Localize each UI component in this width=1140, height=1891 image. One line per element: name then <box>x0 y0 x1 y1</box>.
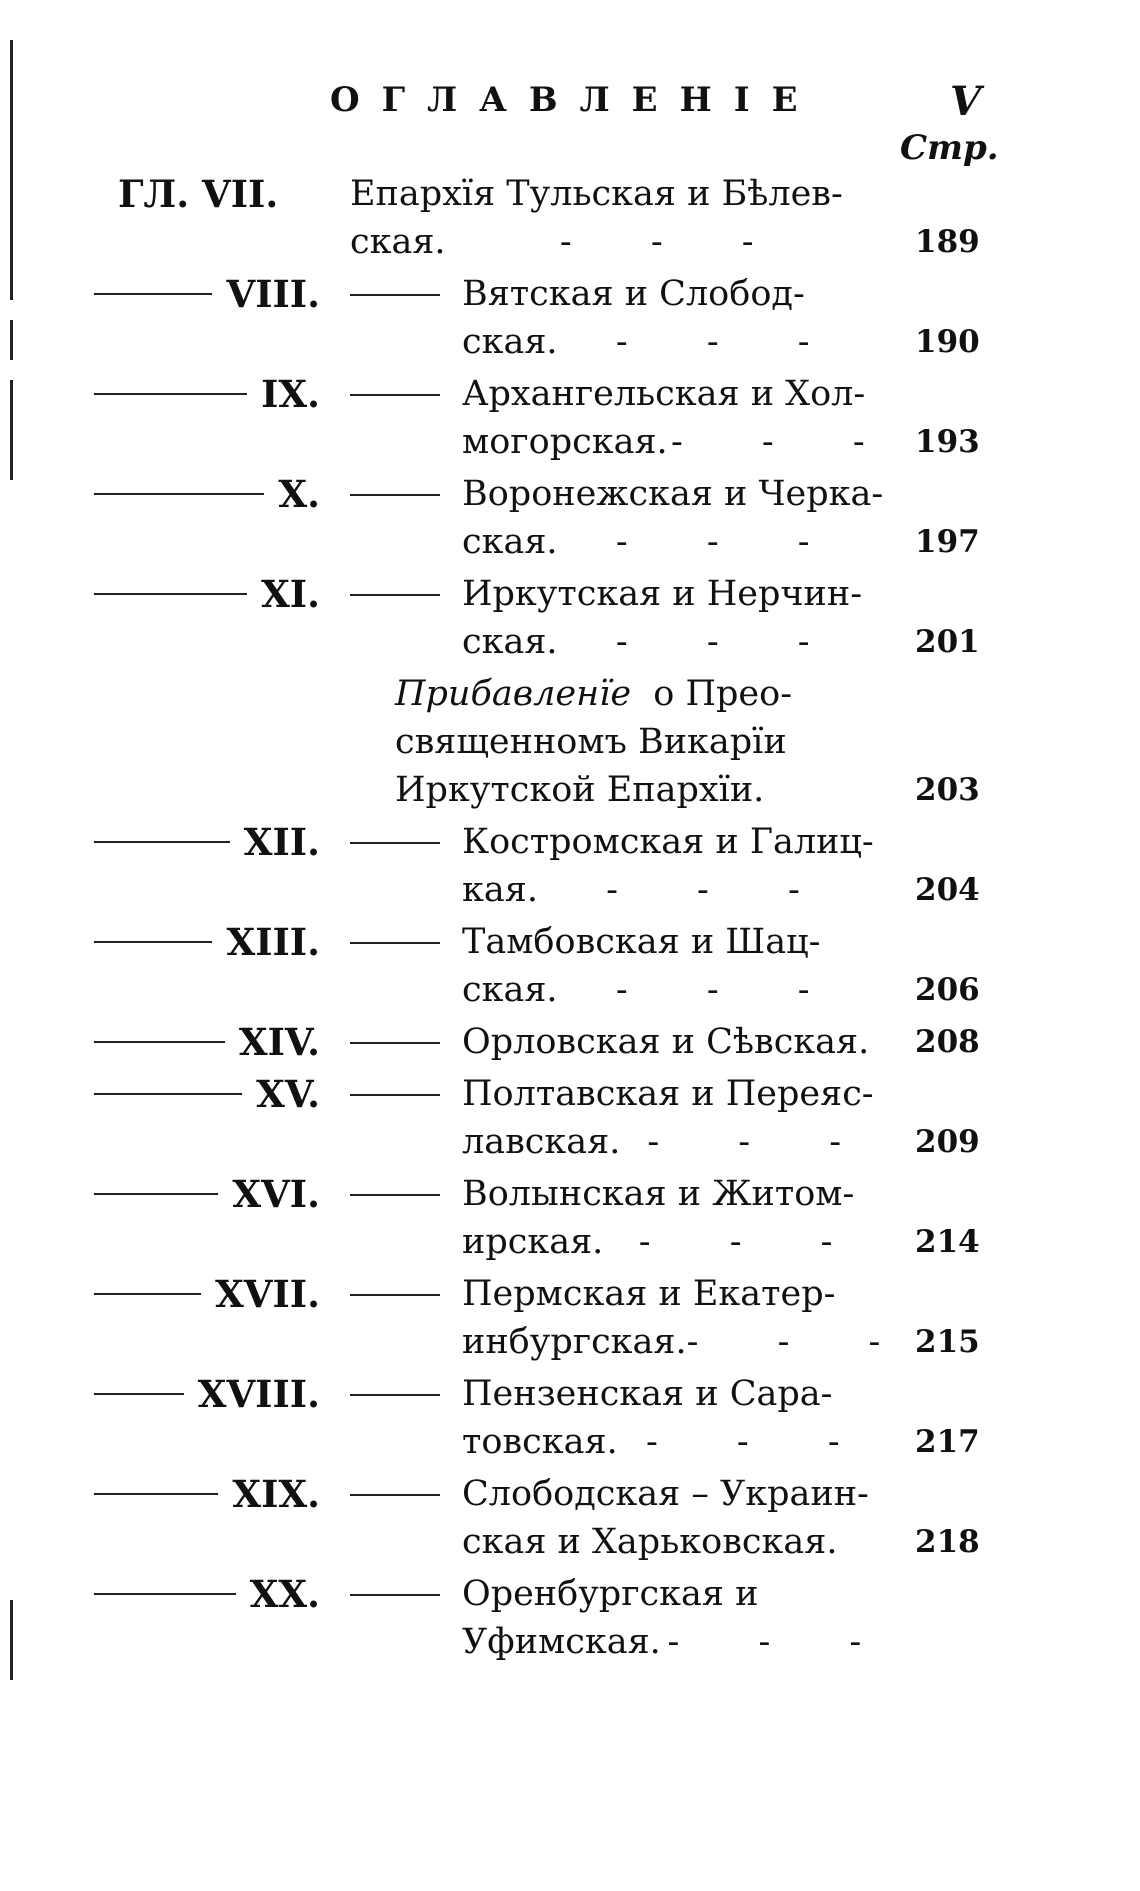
entry-title-line <box>462 1118 902 1166</box>
entry-title-text: Епархїя Тульская и Бѣлев- <box>350 174 843 214</box>
entry-title-text: могорская. <box>462 422 668 462</box>
entry-title-text: лавская. <box>462 1122 621 1162</box>
entry-page-number: 206 <box>915 972 980 1008</box>
entry-title-line <box>462 1570 902 1618</box>
dot-leader: - - - <box>615 522 844 562</box>
entry-title-text: Тамбовская и Шац- <box>462 922 821 962</box>
chapter-number <box>90 918 320 966</box>
entry-title <box>462 1018 902 1066</box>
chapter-number <box>90 1570 320 1618</box>
entry-page-number: 204 <box>915 872 980 908</box>
entry-title-text: ская. <box>462 970 558 1010</box>
ditto-dash <box>94 1293 201 1295</box>
chapter-number <box>118 170 348 218</box>
dot-leader: - - - <box>559 222 788 262</box>
chapter-label: XII. <box>243 820 320 864</box>
page-title: ОГЛАВЛЕНІЕ <box>330 80 820 120</box>
entry-title-line <box>462 966 902 1014</box>
dot-leader: - - - <box>647 1122 876 1162</box>
entry-page-number: 217 <box>915 1424 980 1460</box>
entry-title <box>462 270 902 366</box>
entry-title-text: Архангельская и Хол- <box>462 374 866 414</box>
entry-title-line <box>462 818 902 866</box>
toc-entry <box>0 1470 1140 1566</box>
chapter-number <box>90 470 320 518</box>
entry-title <box>462 918 902 1014</box>
entry-title-line <box>462 866 902 914</box>
chapter-label: XVII. <box>215 1272 320 1316</box>
entry-title-text: ская. <box>462 322 558 362</box>
chapter-label: XIV. <box>238 1020 320 1064</box>
toc-entry <box>0 170 1140 266</box>
entry-title-line <box>462 470 902 518</box>
chapter-number <box>90 1270 320 1318</box>
entry-page-number: 190 <box>915 324 980 360</box>
dot-leader: - - - <box>670 422 899 462</box>
ditto-dash <box>350 494 440 496</box>
entry-title-line <box>395 766 902 814</box>
chapter-number <box>90 1018 320 1066</box>
entry-title-line <box>462 1270 902 1318</box>
entry-title-line <box>462 1618 902 1666</box>
ditto-dash <box>350 842 440 844</box>
entry-title-text: Пермская и Екатер- <box>462 1274 836 1314</box>
ditto-dash <box>350 1594 440 1596</box>
chapter-number <box>90 270 320 318</box>
entry-title-text: Иркутская и Нерчин- <box>462 574 863 614</box>
page-number: V <box>950 78 982 125</box>
entry-title-text: о Прео- <box>653 674 793 714</box>
entry-title-text: инбургская. <box>462 1322 687 1362</box>
entry-title-line <box>462 918 902 966</box>
entry-page-number: 209 <box>915 1124 980 1160</box>
entry-title <box>462 570 902 666</box>
entry-title-line <box>462 570 902 618</box>
entry-page-number: 197 <box>915 524 980 560</box>
entry-title-text: Уфимская. <box>462 1622 661 1662</box>
toc-entry <box>0 1070 1140 1166</box>
entry-title-text: ская. <box>350 222 446 262</box>
entry-title-text: Иркутской Епархїи. <box>395 770 765 810</box>
entry-title <box>462 1570 902 1666</box>
ditto-dash <box>94 1393 184 1395</box>
dot-leader: - - - <box>615 622 844 662</box>
entry-title-line <box>462 1218 902 1266</box>
chapter-number <box>90 370 320 418</box>
toc-entry <box>0 1018 1140 1066</box>
entry-title-text: ская. <box>462 622 558 662</box>
ditto-dash <box>350 1394 440 1396</box>
entry-title-text: Полтавская и Переяс- <box>462 1074 874 1114</box>
entry-page-number: 203 <box>915 772 980 808</box>
ditto-dash <box>94 1041 225 1043</box>
entry-title-line <box>462 618 902 666</box>
toc-entry <box>0 1170 1140 1266</box>
entry-title-text: Вятская и Слобод- <box>462 274 805 314</box>
dot-leader: - - - <box>638 1222 867 1262</box>
toc-entry <box>0 1570 1140 1666</box>
dot-leader: - - - <box>645 1422 874 1462</box>
chapter-number <box>90 570 320 618</box>
entry-title-text: кая. <box>462 870 538 910</box>
entry-title <box>462 1470 902 1566</box>
page-header <box>0 70 1140 130</box>
entry-title-line <box>462 1170 902 1218</box>
toc-entry <box>0 370 1140 466</box>
dot-leader: - - - <box>606 870 834 910</box>
entry-title <box>350 170 902 266</box>
chapter-label: XI. <box>261 572 320 616</box>
ditto-dash <box>94 841 230 843</box>
entry-title-text: Слободская – Украин- <box>462 1474 869 1514</box>
entry-title-line <box>462 318 902 366</box>
entry-title <box>395 670 902 814</box>
dot-leader: - - - <box>667 1622 896 1662</box>
chapter-label: IX. <box>261 372 320 416</box>
entry-page-number: 201 <box>915 624 980 660</box>
addendum-lead: Прибавленїе <box>395 674 632 714</box>
chapter-label: XIII. <box>226 920 320 964</box>
chapter-label: ГЛ. VII. <box>118 172 279 216</box>
entry-title-line <box>462 1370 902 1418</box>
chapter-label: XIX. <box>232 1472 320 1516</box>
ditto-dash <box>94 493 264 495</box>
toc-entry <box>0 818 1140 914</box>
chapter-label: XVI. <box>232 1172 320 1216</box>
entry-title-line <box>462 1518 902 1566</box>
chapter-number <box>90 1470 320 1518</box>
entry-title <box>462 370 902 466</box>
entry-title-line <box>462 1070 902 1118</box>
entry-title-line <box>462 418 902 466</box>
chapter-label: VIII. <box>226 272 320 316</box>
ditto-dash <box>94 1193 218 1195</box>
entry-title-line <box>462 1018 902 1066</box>
chapter-number <box>90 1170 320 1218</box>
ditto-dash <box>350 942 440 944</box>
chapter-number <box>90 1370 320 1418</box>
entry-title-text: ская и Харьковская. <box>462 1522 838 1562</box>
entry-title-line <box>395 670 902 718</box>
toc-entry <box>0 1370 1140 1466</box>
ditto-dash <box>94 1493 218 1495</box>
ditto-dash <box>350 594 440 596</box>
chapter-number <box>90 1070 320 1118</box>
entry-title-line <box>350 170 902 218</box>
ditto-dash <box>350 1294 440 1296</box>
entry-title <box>462 470 902 566</box>
entry-title <box>462 1270 915 1366</box>
entry-title-line <box>350 218 902 266</box>
ditto-dash <box>350 1194 440 1196</box>
ditto-dash <box>94 593 247 595</box>
chapter-number <box>90 818 320 866</box>
entry-title <box>462 818 902 914</box>
entry-page-number: 189 <box>915 224 980 260</box>
ditto-dash <box>350 1042 440 1044</box>
entry-title <box>462 1170 902 1266</box>
chapter-label: XVIII. <box>197 1372 320 1416</box>
entry-page-number: 214 <box>915 1224 980 1260</box>
entry-title-text: Оренбургская и <box>462 1574 759 1614</box>
dot-leader: - - - <box>615 322 844 362</box>
toc-entry <box>0 270 1140 366</box>
chapter-label: XV. <box>256 1072 320 1116</box>
ditto-dash <box>350 1094 440 1096</box>
chapter-label: XX. <box>249 1572 320 1616</box>
entry-title-text: Волынская и Житом- <box>462 1174 855 1214</box>
entry-title-line <box>395 718 902 766</box>
entry-title-line <box>462 1318 915 1366</box>
dot-leader: - - - <box>686 1322 915 1362</box>
entry-page-number: 193 <box>915 424 980 460</box>
entry-title-text: Орловская и Сѣвская. <box>462 1022 870 1062</box>
entry-title-text: Воронежская и Черка- <box>462 474 884 514</box>
ditto-dash <box>94 1093 242 1095</box>
chapter-label: X. <box>278 472 320 516</box>
entry-title-text: ская. <box>462 522 558 562</box>
page-column-label: Стр. <box>900 128 999 168</box>
entry-title-line <box>462 1470 902 1518</box>
entry-page-number: 218 <box>915 1524 980 1560</box>
entry-title-text: Костромская и Галиц- <box>462 822 874 862</box>
ditto-dash <box>94 941 212 943</box>
entry-title <box>462 1370 902 1466</box>
toc-addendum <box>0 670 1140 814</box>
ditto-dash <box>350 294 440 296</box>
ditto-dash <box>350 394 440 396</box>
toc-entry <box>0 918 1140 1014</box>
toc-entry <box>0 570 1140 666</box>
toc-entry <box>0 470 1140 566</box>
entry-title-line <box>462 270 902 318</box>
toc-entry <box>0 1270 1140 1366</box>
entry-title-line <box>462 518 902 566</box>
entry-title-text: Пензенская и Сара- <box>462 1374 833 1414</box>
entry-page-number: 208 <box>915 1024 980 1060</box>
ditto-dash <box>94 393 247 395</box>
entry-title-text: ирская. <box>462 1222 604 1262</box>
ditto-dash <box>350 1494 440 1496</box>
entry-title-text: священномъ Викарїи <box>395 722 787 762</box>
ditto-dash <box>94 293 212 295</box>
entry-title-text: товская. <box>462 1422 618 1462</box>
entry-page-number: 215 <box>915 1324 980 1360</box>
entry-title-line <box>462 1418 902 1466</box>
ditto-dash <box>94 1593 236 1595</box>
dot-leader: - - - <box>615 970 844 1010</box>
entry-title-line <box>462 370 902 418</box>
entry-title <box>462 1070 902 1166</box>
